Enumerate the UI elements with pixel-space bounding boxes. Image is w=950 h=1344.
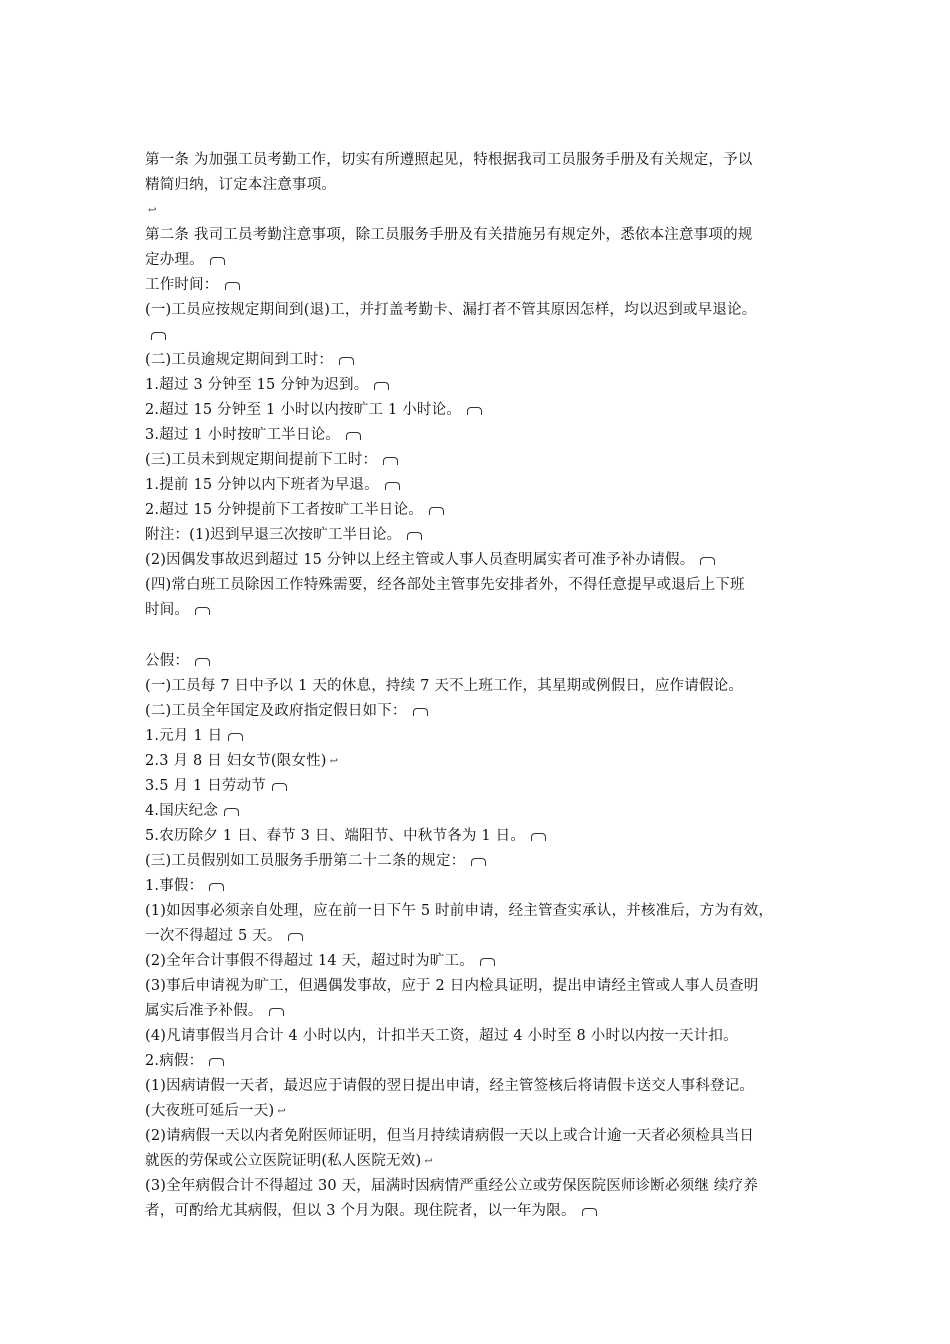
- line-text: (3)事后申请视为旷工，但遇偶发事故，应于 2 日内检具证明，提出申请经主管或人事人员查明: [145, 978, 759, 994]
- paragraph-mark-icon: [480, 958, 495, 966]
- paragraph-mark-icon: [224, 808, 239, 816]
- paragraph-mark-icon: [195, 658, 210, 666]
- line-text: (一)工员每 7 日中予以 1 天的休息，持续 7 天不上班工作，其星期或例假日，应作请假论。: [145, 678, 744, 694]
- paragraph-mark-icon: [383, 457, 398, 465]
- paragraph-mark-icon: [272, 783, 287, 791]
- paragraph-mark-icon: [209, 883, 224, 891]
- line-text: 3.5 月 1 日劳动节: [145, 778, 267, 794]
- paragraph-mark-icon: [209, 1058, 224, 1066]
- text-line: [145, 674, 810, 699]
- paragraph-mark-icon: [413, 708, 428, 716]
- paragraph-mark-icon: [429, 507, 444, 515]
- paragraph-mark-icon: [225, 282, 240, 290]
- line-text: 工作时间：: [145, 277, 219, 293]
- line-text: 2.超过 15 分钟提前下工者按旷工半日论。: [145, 502, 423, 518]
- text-line: [145, 649, 810, 674]
- text-line: [145, 548, 810, 573]
- paragraph-mark-icon: [339, 357, 354, 365]
- text-line: [145, 1024, 810, 1049]
- line-text: (1)因病请假一天者，最迟应于请假的翌日提出申请，经主管签核后将请假卡送交人事科登记。: [145, 1078, 755, 1094]
- line-text: (2)全年合计事假不得超过 14 天，超过时为旷工。: [145, 953, 474, 969]
- text-line: [145, 1174, 810, 1199]
- text-line: [145, 148, 810, 173]
- text-line: [145, 223, 810, 248]
- line-text: (三)工员未到规定期间提前下工时：: [145, 452, 378, 468]
- line-text: 定办理。: [145, 252, 204, 268]
- line-break-icon: ↩: [329, 756, 339, 767]
- paragraph-mark-icon: [374, 382, 389, 390]
- line-text: 1.事假：: [145, 878, 204, 894]
- text-line: [145, 598, 810, 623]
- text-line: [145, 699, 810, 724]
- paragraph-mark-icon: [269, 1008, 284, 1016]
- line-text: 一次不得超过 5 天。: [145, 928, 282, 944]
- paragraph-mark-icon: [582, 1208, 597, 1216]
- text-line: [145, 298, 810, 323]
- line-text: (一)工员应按规定期间到(退)工，并打盖考勤卡、漏打者不管其原因怎样，均以迟到或早退论。: [145, 302, 757, 318]
- line-text: 时间。: [145, 602, 190, 618]
- text-line: [145, 799, 810, 824]
- paragraph-mark-icon: [531, 833, 546, 841]
- text-line: [145, 423, 810, 448]
- paragraph-mark-icon: [151, 332, 166, 340]
- line-text: 精简归纳，订定本注意事项。: [145, 177, 337, 193]
- text-line: [145, 1149, 810, 1174]
- text-line: [145, 1049, 810, 1074]
- line-text: (大夜班可延后一天): [145, 1103, 275, 1119]
- paragraph-mark-icon: [471, 858, 486, 866]
- text-line: [145, 874, 810, 899]
- text-line: [145, 899, 810, 924]
- text-line: [145, 373, 810, 398]
- line-text: 4.国庆纪念: [145, 803, 219, 819]
- paragraph-mark-icon: [195, 607, 210, 615]
- text-line: [145, 749, 810, 774]
- text-line: [145, 949, 810, 974]
- text-line: [145, 573, 810, 598]
- paragraph-mark-icon: [210, 257, 225, 265]
- line-text: 第一条 为加强工员考勤工作，切实有所遵照起见，特根据我司工员服务手册及有关规定，予以: [145, 152, 753, 168]
- line-text: (2)因偶发事故迟到超过 15 分钟以上经主管或人事人员查明属实者可准予补办请假。: [145, 552, 695, 568]
- line-break-icon: ↩: [277, 1106, 286, 1117]
- line-text: 附注：(1)迟到早退三次按旷工半日论。: [145, 527, 402, 543]
- text-line: [145, 448, 810, 473]
- text-line: [145, 398, 810, 423]
- line-text: (二)工员逾规定期间到工时：: [145, 352, 334, 368]
- text-line: [145, 1199, 810, 1224]
- line-text: 1.元月 1 日: [145, 728, 223, 744]
- paragraph-mark-icon: [228, 733, 243, 741]
- line-text: (2)请病假一天以内者免附医师证明，但当月持续请病假一天以上或合计逾一天者必须检具当日: [145, 1128, 755, 1144]
- text-line: [145, 1074, 810, 1099]
- text-line: [145, 173, 810, 198]
- paragraph-mark-icon: [288, 933, 303, 941]
- text-line: [145, 348, 810, 373]
- text-line: [145, 1099, 810, 1124]
- text-line: [145, 323, 810, 348]
- line-text: 1.提前 15 分钟以内下班者为早退。: [145, 477, 379, 493]
- line-text: 2.超过 15 分钟至 1 小时以内按旷工 1 小时论。: [145, 402, 461, 418]
- paragraph-mark-icon: [385, 482, 400, 490]
- line-text: 属实后准予补假。: [145, 1003, 263, 1019]
- text-line: [145, 824, 810, 849]
- document-body: [145, 148, 810, 1224]
- text-line: [145, 849, 810, 874]
- line-text: (三)工员假别如工员服务手册第二十二条的规定：: [145, 853, 466, 869]
- line-text: (四)常白班工员除因工作特殊需要，经各部处主管事先安排者外，不得任意提早或退后上下班: [145, 577, 745, 593]
- text-line: [145, 273, 810, 298]
- paragraph-mark-icon: [700, 557, 715, 565]
- line-text: 3.超过 1 小时按旷工半日论。: [145, 427, 340, 443]
- text-line: [145, 1124, 810, 1149]
- text-line: [145, 523, 810, 548]
- text-line: [145, 473, 810, 498]
- text-line: [145, 198, 810, 223]
- paragraph-mark-icon: [467, 407, 482, 415]
- text-line: [145, 974, 810, 999]
- line-text: 2.3 月 8 日 妇女节(限女性): [145, 753, 327, 769]
- line-text: 就医的劳保或公立医院证明(私人医院无效): [145, 1153, 422, 1169]
- line-text: (二)工员全年国定及政府指定假日如下：: [145, 703, 407, 719]
- line-text: 者，可酌给尤其病假，但以 3 个月为限。现住院者，以一年为限。: [145, 1203, 576, 1219]
- line-text: 公假：: [145, 653, 190, 669]
- line-text: (3)全年病假合计不得超过 30 天，届满时因病情严重经公立或劳保医院医师诊断必须继 续疗养: [145, 1178, 759, 1194]
- text-line: [145, 248, 810, 273]
- line-text: (4)凡请事假当月合计 4 小时以内，计扣半天工资，超过 4 小时至 8 小时以内按一天计扣。: [145, 1028, 738, 1044]
- text-line: [145, 498, 810, 523]
- text-line: [145, 924, 810, 949]
- line-break-icon: ↩: [148, 205, 157, 216]
- line-text: 5.农历除夕 1 日、春节 3 日、端阳节、中秋节各为 1 日。: [145, 828, 526, 844]
- paragraph-mark-icon: [407, 532, 422, 540]
- text-line: [145, 999, 810, 1024]
- text-line: [145, 774, 810, 799]
- line-break-icon: ↩: [424, 1156, 433, 1167]
- blank-line: [145, 623, 810, 649]
- line-text: 第二条 我司工员考勤注意事项，除工员服务手册及有关措施另有规定外，悉依本注意事项的规: [145, 227, 753, 243]
- line-text: (1)如因事必须亲自处理，应在前一日下午 5 时前申请，经主管查实承认，并核准后，方为有效，: [145, 903, 774, 919]
- line-text: 2.病假：: [145, 1053, 204, 1069]
- text-line: [145, 724, 810, 749]
- line-text: 1.超过 3 分钟至 15 分钟为迟到。: [145, 377, 369, 393]
- paragraph-mark-icon: [346, 432, 361, 440]
